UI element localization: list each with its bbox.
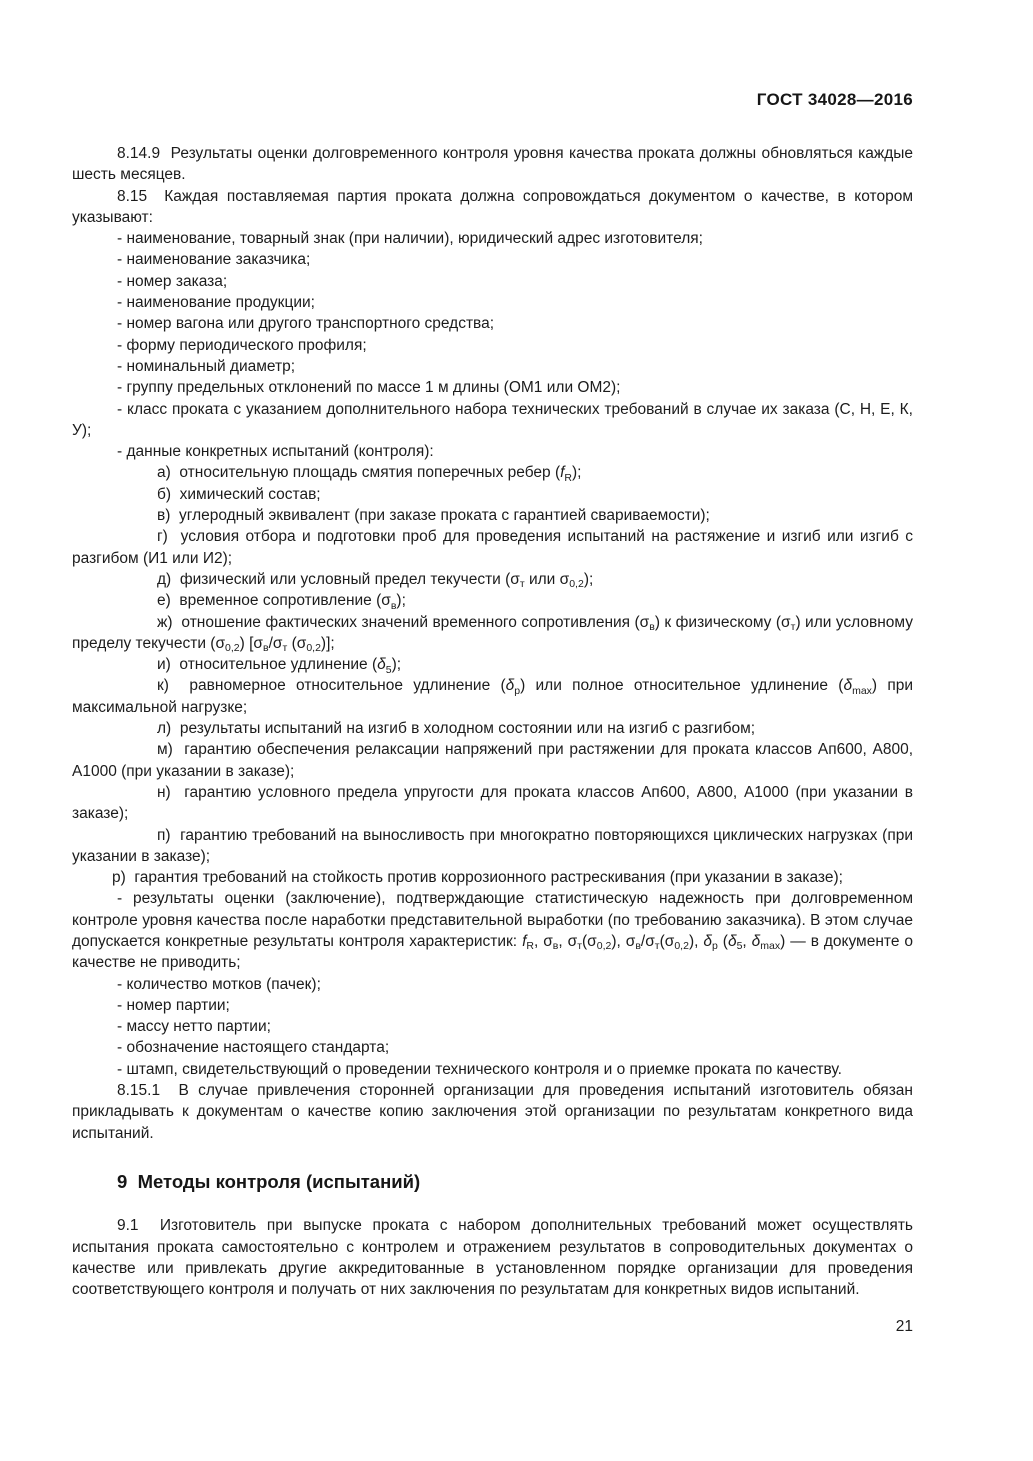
- list-item: - наименование, товарный знак (при наличии), юридический адрес изготовителя;: [117, 230, 703, 248]
- document-body: [72, 143, 913, 1338]
- page-number: 21: [895, 1318, 913, 1336]
- document-header-code: ГОСТ 34028—2016: [756, 90, 913, 109]
- sub-list-item-a: а) относительную площадь смятия поперечных ребер $(f_R)$;: [157, 464, 582, 484]
- sub-list-item-zh: ж) отношение фактических значений временного сопротивления $(\sigma_в)$ к физическому $(\sigma_т)$ или условному пределу текучести $(\sigma_{0,2})$ [$\sigma_в/\sigma_т$ $(\sigma_{0,2})$];: [72, 613, 914, 655]
- list-item: - класс проката с указанием дополнительного набора технических требований в случае их заказа (С, Н, Е, К, У);: [72, 400, 913, 439]
- sub-list-item-d: д) физический или условный предел текучести ($\sigma_т$ или $\sigma_{0,2}$);: [157, 570, 594, 591]
- list-item: - номер вагона или другого транспортного средства;: [117, 315, 495, 333]
- paragraph-8-15: 8.15 Каждая поставляемая партия проката должна сопровождаться документом о качестве, в котором указывают:: [72, 187, 913, 226]
- list-item: - наименование заказчика;: [117, 251, 311, 269]
- list-item: - количество мотков (пачек);: [117, 975, 321, 993]
- list-item: - наименование продукции;: [117, 294, 315, 312]
- sub-list-item-m: м) гарантию обеспечения релаксации напряжений при растяжении для проката классов Ап600, А800, А1000 (при указании в заказе);: [72, 741, 913, 780]
- list-item: - обозначение настоящего стандарта;: [117, 1039, 390, 1057]
- list-item: - номинальный диаметр;: [117, 357, 296, 375]
- list-item: - номер партии;: [117, 996, 230, 1014]
- list-item: - данные конкретных испытаний (контроля):: [117, 443, 434, 461]
- section-heading-9: 9 Методы контроля (испытаний): [117, 1170, 421, 1192]
- list-item: - форму периодического профиля;: [117, 336, 367, 354]
- sub-list-item-g: г) условия отбора и подготовки проб для проведения испытаний на растяжение и изгиб или изгиб с разгибом (И1 или И2);: [72, 528, 913, 567]
- sub-list-item-l: л) результаты испытаний на изгиб в холодном состоянии или на изгиб с разгибом;: [157, 720, 756, 738]
- sub-list-item-p: п) гарантию требований на выносливость при многократно повторяющихся циклических нагрузках (при указании в заказе);: [72, 826, 913, 865]
- list-item: - номер заказа;: [117, 272, 228, 290]
- paragraph-8-15-1: 8.15.1 В случае привлечения сторонней организации для проведения испытаний изготовитель обязан прикладывать к документам о качестве копию заключения этой организации по результатам конкретного вида испытаний.: [72, 1082, 913, 1142]
- sub-list-item-v: в) углеродный эквивалент (при заказе проката с гарантией свариваемости);: [157, 507, 710, 525]
- paragraph-9-1: 9.1 Изготовитель при выпуске проката с набором дополнительных требований может осуществлять испытания проката самостоятельно с контролем и отражением результатов в сопроводительных документах о качестве или привлекать другие аккредитованные в установленном порядке организации для проведения соответствующего контроля и получать от них заключения по результатам для конкретных видов испытаний.: [72, 1217, 913, 1299]
- sub-list-item-i: и) относительное удлинение $(\delta_5)$;: [157, 656, 402, 676]
- list-item: - результаты оценки (заключение), подтверждающие статистическую надежность при долговременном контроле уровня качества после наработки представительной выработки (по требованию заказчика). В этом случае допускается конкретные результаты контроля характеристик: $f_R$, $\sigma_в$, $\sigma_т(\sigma_{0,2})$, $\sigma_в/\sigma_т(\sigma_{0,2})$, $\delta_р$ ($\delta_5$, $\delta_{max}$) — в документе о качестве не приводить;: [72, 890, 914, 972]
- sub-list-item-e: е) временное сопротивление $(\sigma_в)$;: [157, 592, 406, 612]
- sub-list-item-b: б) химический состав;: [157, 485, 321, 503]
- sub-list-item-n: н) гарантию условного предела упругости для проката классов Ап600, А800, А1000 (при указании в заказе);: [72, 783, 913, 823]
- paragraph-8-14-9: 8.14.9 Результаты оценки долговременного контроля уровня качества проката должны обновляться каждые шесть месяцев.: [72, 145, 913, 184]
- list-item: - группу предельных отклонений по массе 1 м длины (ОМ1 или ОМ2);: [117, 379, 621, 397]
- sub-list-item-k: к) равномерное относительное удлинение $(\delta_р)$ или полное относительное удлинение $(\delta_{max})$ при максимальной нагрузке;: [72, 677, 914, 716]
- list-item: - штамп, свидетельствующий о проведении технического контроля и о приемке проката по качеству.: [117, 1060, 842, 1078]
- sub-list-item-r: р) гарантия требований на стойкость против коррозионного растрескивания (при указании в заказе);: [112, 869, 843, 887]
- list-item: - массу нетто партии;: [117, 1018, 271, 1036]
